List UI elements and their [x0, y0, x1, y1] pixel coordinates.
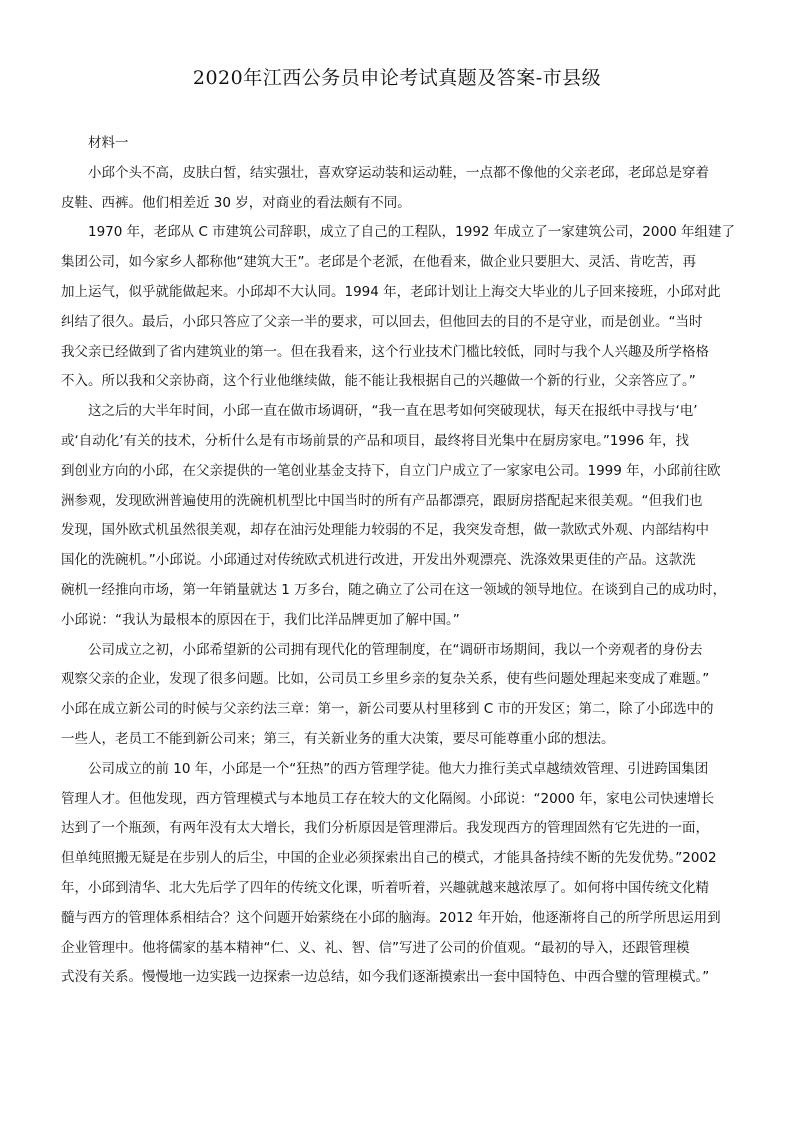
paragraph	[61, 397, 742, 635]
paragraph-line: 集团公司，如今家乡人都称他“建筑大王”。老邱是个老派，在他看来，做企业只要胆大、灵活、肯吃苦，再	[61, 254, 696, 271]
paragraph-line: 管理人才。但他发现，西方管理模式与本地员工存在较大的文化隔阂。小邱说：“2000 年，家电公司快速增长	[61, 790, 715, 807]
paragraph	[61, 218, 742, 397]
paragraph-line: 观察父亲的企业，发现了很多问题。比如，公司员工乡里乡亲的复杂关系，使有些问题处理起来变成了难题。”	[61, 671, 710, 688]
document-title: 2020年江西公务员申论考试真题及答案-市县级	[192, 67, 602, 89]
paragraph-line: 国化的洗碗机。”小邱说。小邱通过对传统欧式机进行改进，开发出外观漂亮、洗涤效果更佳的产品。这款洗	[61, 552, 696, 569]
section-heading: 材料一	[88, 135, 129, 151]
paragraph-line: 式没有关系。慢慢地一边实践一边探索一边总结，如今我们逐渐摸索出一套中国特色、中西合璧的管理模式。”	[61, 969, 710, 986]
paragraph-line: 公司成立的前 10 年，小邱是一个“狂热”的西方管理学徒。他大力推行美式卓越绩效管理、引进跨国集团	[88, 760, 709, 777]
paragraph	[61, 636, 742, 755]
paragraph-line: 企业管理中。他将儒家的基本精神“仁、义、礼、智、信”写进了公司的价值观。“最初的导入，还跟管理模	[61, 939, 690, 956]
paragraph-line: 纠结了很久。最后，小邱只答应了父亲一半的要求，可以回去，但他回去的目的不是守业，而是创业。“当时	[61, 313, 703, 330]
paragraph-line: 小邱说：“我认为最根本的原因在于，我们比洋品牌更加了解中国。”	[61, 611, 460, 628]
paragraph-line: 我父亲已经做到了省内建筑业的第一。但在我看来，这个行业技术门槛比较低，同时与我个人兴趣及所学格格	[61, 343, 709, 360]
paragraph	[61, 755, 742, 993]
paragraph-line: 公司成立之初，小邱希望新的公司拥有现代化的管理制度，在“调研市场期间，我以一个旁观者的身份去	[88, 641, 703, 658]
paragraph-line: 小邱个头不高，皮肤白皙，结实强壮，喜欢穿运动装和运动鞋，一点都不像他的父亲老邱，老邱总是穿着	[88, 164, 709, 181]
paragraph-line: 皮鞋、西裤。他们相差近 30 岁，对商业的看法颇有不同。	[61, 194, 411, 211]
paragraph-line: 这之后的大半年时间，小邱一直在做市场调研，“我一直在思考如何突破现状，每天在报纸中寻找与‘电’	[88, 403, 698, 420]
document-body	[61, 129, 742, 993]
paragraph-line: 或‘自动化’有关的技术，分析什么是有市场前景的产品和项目，最终将目光集中在厨房家电。”1996 年，找	[61, 432, 689, 449]
paragraph-line: 到创业方向的小邱，在父亲提供的一笔创业基金支持下，自立门户成立了一家家电公司。1999 年，小邱前往欧	[61, 462, 721, 479]
paragraph-line: 1970 年，老邱从 C 市建筑公司辞职，成立了自己的工程队，1992 年成立了一家建筑公司，2000 年组建了	[88, 224, 735, 241]
paragraph-line: 一些人，老员工不能到新公司来；第三，有关新业务的重大决策，要尽可能尊重小邱的想法。	[61, 730, 615, 747]
paragraph-line: 但单纯照搬无疑是在步别人的后尘，中国的企业必须探索出自己的模式，才能具备持续不断的先发优势。”2002	[61, 850, 717, 867]
paragraph-line: 小邱在成立新公司的时候与父亲约法三章：第一，新公司要从村里移到 C 市的开发区；第二，除了小邱选中的	[61, 701, 714, 718]
paragraph-line: 洲参观，发现欧洲普遍使用的洗碗机机型比中国当时的所有产品都漂亮，跟厨房搭配起来很美观。“但我们也	[61, 492, 703, 509]
paragraph-list	[61, 159, 742, 993]
paragraph-line: 达到了一个瓶颈，有两年没有太大增长，我们分析原因是管理滞后。我发现西方的管理固然有它先进的一面，	[61, 820, 709, 837]
paragraph-line: 髓与西方的管理体系相结合？这个问题开始萦绕在小邱的脑海。2012 年开始，他逐渐将自己的所学所思运用到	[61, 909, 721, 926]
paragraph-line: 加上运气，似乎就能做起来。小邱却不大认同。1994 年，老邱计划让上海交大毕业的儿子回来接班，小邱对此	[61, 283, 721, 300]
paragraph-line: 不入。所以我和父亲协商，这个行业他继续做，能不能让我根据自己的兴趣做一个新的行业，父亲答应了。”	[61, 373, 696, 390]
paragraph	[61, 159, 742, 219]
paragraph-line: 年，小邱到清华、北大先后学了四年的传统文化课，听着听着，兴趣就越来越浓厚了。如何将中国传统文化精	[61, 879, 709, 896]
paragraph-line: 发现，国外欧式机虽然很美观，却存在油污处理能力较弱的不足，我突发奇想，做一款欧式外观、内部结构中	[61, 522, 709, 539]
paragraph-line: 碗机一经推向市场，第一年销量就达 1 万多台，随之确立了公司在这一领域的领导地位。在谈到自己的成功时，	[61, 581, 727, 598]
